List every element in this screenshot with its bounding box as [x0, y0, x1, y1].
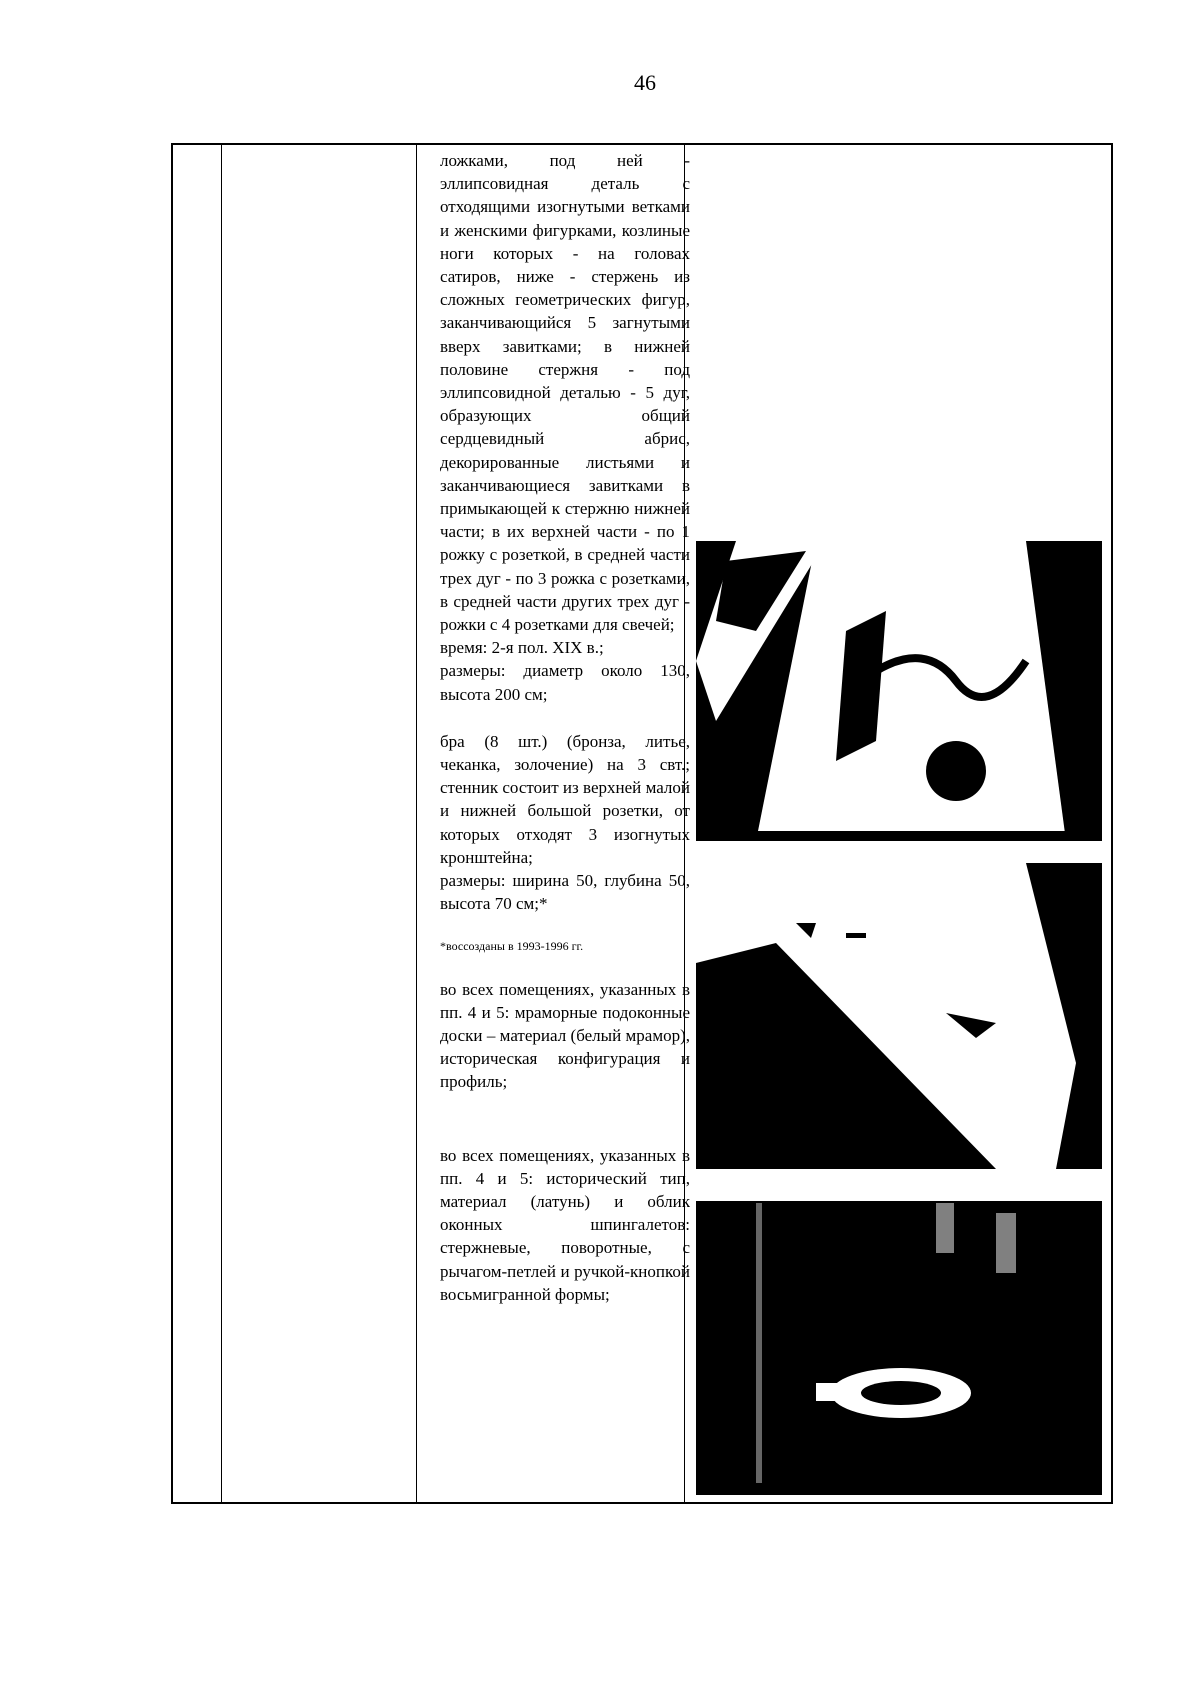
page-number: 46 — [634, 70, 656, 95]
espagnolette-photo — [696, 1193, 1102, 1495]
sconce-size: размеры: ширина 50, глубина 50, высота 70 см;* — [440, 871, 690, 914]
sconce-photo — [696, 541, 1102, 841]
description-column — [430, 145, 698, 1306]
document-table — [171, 143, 1113, 1504]
column-divider — [416, 145, 417, 1502]
chandelier-time: время: 2-я пол. XIX в.; — [440, 638, 604, 658]
chandelier-description: ложками, под ней - эллипсовидная деталь с отходящими изогнутыми ветками и женскими фигурками, козлиные ноги которых - на головах сатиров, ниже - стержень из сложных геометрических фигур, заканчивающийся 5 загнутыми вверх завитками; в нижней половине стержня - под эллипсовидной деталью - 5 дуг, образующих общий сердцевидный абрис, декорированные листьями и заканчивающиеся завитками в примыкающей к стержню нижней части; в их верхней части - по 1 рожку с розеткой, в средней части трех дуг - по 3 рожка с розетками, в средней части других трех дуг - рожки с 4 розетками для свечей; — [440, 151, 690, 635]
chandelier-size: размеры: диаметр около 130, высота 200 см; — [440, 661, 690, 704]
sconce-description: бра (8 шт.) (бронза, литье, чеканка, золочение) на 3 свт.; стенник состоит из верхней малой и нижней большой розетки, от которых отходят 3 изогнутых кронштейна; — [440, 731, 690, 867]
espagnolette-description: во всех помещениях, указанных в пп. 4 и 5: исторический тип, материал (латунь) и облик оконных шпингалетов: стержневые, поворотные, с рычагом-петлей и ручкой-кнопкой восьмигранной формы; — [440, 1145, 690, 1304]
column-divider — [221, 145, 222, 1502]
windowsill-photo — [696, 863, 1102, 1169]
windowsill-description: во всех помещениях, указанных в пп. 4 и 5: мраморные подоконные доски – материал (белый мрамор), историческая конфигурация и профиль; — [440, 979, 690, 1092]
footnote: *воссозданы в 1993-1996 гг. — [440, 938, 584, 953]
